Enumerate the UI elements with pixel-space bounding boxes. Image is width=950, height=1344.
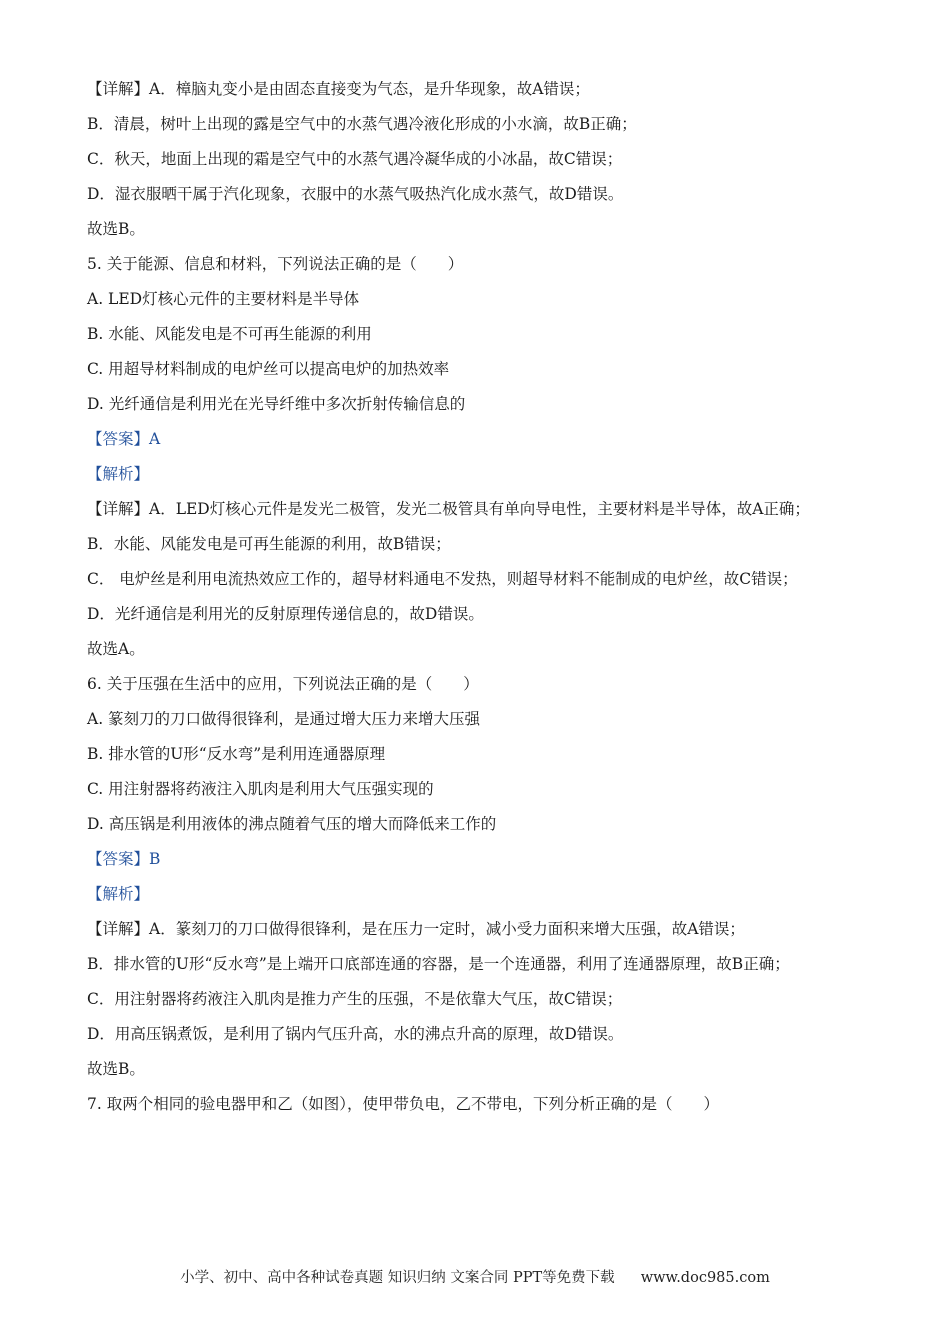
text-line: A. LED灯核心元件的主要材料是半导体 xyxy=(87,290,360,308)
text-line: D．湿衣服晒干属于汽化现象，衣服中的水蒸气吸热汽化成水蒸气，故D错误。 xyxy=(87,185,624,203)
text-line: D．用高压锅煮饭，是利用了锅内气压升高，水的沸点升高的原理，故D错误。 xyxy=(87,1025,624,1043)
text-line: 5. 关于能源、信息和材料，下列说法正确的是（ ） xyxy=(87,255,464,273)
text-line: D. 光纤通信是利用光在光导纤维中多次折射传输信息的 xyxy=(87,395,466,413)
footer-url: www.doc985.com xyxy=(640,1270,770,1286)
page-footer xyxy=(0,1266,950,1287)
text-line: D. 高压锅是利用液体的沸点随着气压的增大而降低来工作的 xyxy=(87,815,497,833)
section-label-line: 【解析】 xyxy=(87,885,150,903)
text-line: C．用注射器将药液注入肌肉是推力产生的压强，不是依靠大气压，故C错误； xyxy=(87,990,623,1008)
text-line: 【详解】A．樟脑丸变小是由固态直接变为气态，是升华现象，故A错误； xyxy=(87,80,590,98)
text-line: A. 篆刻刀的刀口做得很锋利，是通过增大压力来增大压强 xyxy=(87,710,481,728)
text-line: C. 用注射器将药液注入肌肉是利用大气压强实现的 xyxy=(87,780,434,798)
text-line: 【详解】A．篆刻刀的刀口做得很锋利，是在压力一定时，减小受力面积来增大压强，故A错误； xyxy=(87,920,745,938)
text-line: B. 水能、风能发电是不可再生能源的利用 xyxy=(87,325,372,343)
text-line: 【详解】A．LED灯核心元件是发光二极管，发光二极管具有单向导电性，主要材料是半导体，故A正确； xyxy=(87,500,810,518)
text-line: 故选B。 xyxy=(87,1060,145,1078)
text-line: C. 用超导材料制成的电炉丝可以提高电炉的加热效率 xyxy=(87,360,450,378)
text-line: B. 排水管的U形“反水弯”是利用连通器原理 xyxy=(87,745,386,763)
footer-text: 小学、初中、高中各种试卷真题 知识归纳 文案合同 PPT等免费下载 xyxy=(180,1270,615,1286)
text-line: 故选B。 xyxy=(87,220,145,238)
text-line: 7. 取两个相同的验电器甲和乙（如图），使甲带负电，乙不带电，下列分析正确的是（ ） xyxy=(87,1095,719,1113)
text-line: B．水能、风能发电是可再生能源的利用，故B错误； xyxy=(87,535,451,553)
section-label-line: 【解析】 xyxy=(87,465,150,483)
text-line: C． 电炉丝是利用电流热效应工作的，超导材料通电不发热，则超导材料不能制成的电炉丝，故C错误； xyxy=(87,570,798,588)
text-line: C．秋天，地面上出现的霜是空气中的水蒸气遇冷凝华成的小冰晶，故C错误； xyxy=(87,150,623,168)
text-line: 故选A。 xyxy=(87,640,145,658)
text-line: B．排水管的U形“反水弯”是上端开口底部连通的容器，是一个连通器，利用了连通器原理，故B正确； xyxy=(87,955,790,973)
document-body xyxy=(87,72,877,1122)
section-label-line: 【答案】A xyxy=(87,430,161,448)
text-line: D．光纤通信是利用光的反射原理传递信息的，故D错误。 xyxy=(87,605,484,623)
section-label-line: 【答案】B xyxy=(87,850,161,868)
text-line: B．清晨，树叶上出现的露是空气中的水蒸气遇冷液化形成的小水滴，故B正确； xyxy=(87,115,637,133)
text-line: 6. 关于压强在生活中的应用，下列说法正确的是（ ） xyxy=(87,675,479,693)
